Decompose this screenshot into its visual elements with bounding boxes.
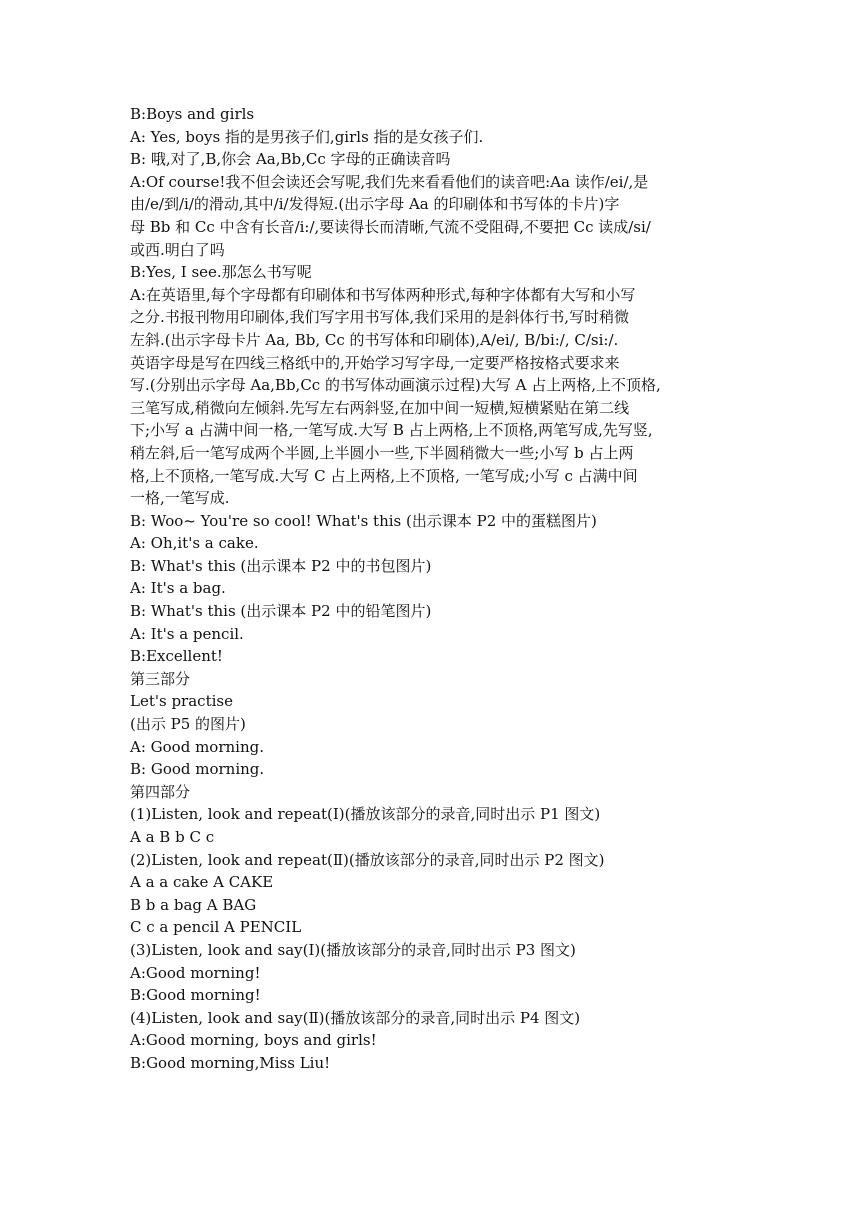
- text-line: A: It's a pencil.: [130, 624, 244, 643]
- text-line: B:Good morning!: [130, 986, 261, 1005]
- text-line: (4)Listen, look and say(Ⅱ)(播放该部分的录音,同时出示 P4 图文): [130, 1008, 581, 1027]
- text-line: B: Good morning.: [130, 760, 265, 779]
- text-line: A:Good morning!: [130, 963, 261, 982]
- text-line: 格,上不顶格,一笔写成.大写 C 占上两格,上不顶格, 一笔写成;小写 c 占满中间: [130, 466, 638, 485]
- text-line: 由/e/到/i/的滑动,其中/i/发得短.(出示字母 Aa 的印刷体和书写体的卡片)字: [130, 195, 620, 214]
- text-line: B: What's this (出示课本 P2 中的书包图片): [130, 556, 432, 575]
- text-line: (3)Listen, look and say(Ⅰ)(播放该部分的录音,同时出示 P3 图文): [130, 940, 576, 959]
- text-line: A: Yes, boys 指的是男孩子们,girls 指的是女孩子们.: [130, 127, 484, 146]
- text-line: (出示 P5 的图片): [130, 715, 246, 734]
- text-line: A:Good morning, boys and girls!: [130, 1031, 377, 1050]
- text-line: Let's practise: [130, 692, 233, 711]
- text-line: B: 哦,对了,B,你会 Aa,Bb,Cc 字母的正确读音吗: [130, 150, 451, 169]
- text-line: B b a bag A BAG: [130, 895, 257, 914]
- text-line: 或西.明白了吗: [130, 240, 225, 259]
- text-line: 之分.书报刊物用印刷体,我们写字用书写体,我们采用的是斜体行书,写时稍微: [130, 308, 630, 327]
- text-line: 一格,一笔写成.: [130, 489, 230, 508]
- section-heading: 第四部分: [130, 782, 191, 801]
- text-line: 写.(分别出示字母 Aa,Bb,Cc 的书写体动画演示过程)大写 A 占上两格,上不顶格,: [130, 376, 661, 395]
- text-line: (2)Listen, look and repeat(Ⅱ)(播放该部分的录音,同时出示 P2 图文): [130, 850, 605, 869]
- text-line: A: Oh,it's a cake.: [130, 534, 259, 553]
- text-line: A: Good morning.: [130, 737, 264, 756]
- text-line: 稍左斜,后一笔写成两个半圆,上半圆小一些,下半圆稍微大一些;小写 b 占上两: [130, 443, 634, 462]
- text-line: (1)Listen, look and repeat(Ⅰ)(播放该部分的录音,同时出示 P1 图文): [130, 805, 601, 824]
- text-line: 母 Bb 和 Cc 中含有长音/i:/,要读得长而清晰,气流不受阻碍,不要把 Cc 读成/si/: [130, 217, 651, 236]
- document-body: [130, 103, 740, 1075]
- text-line: A a a cake A CAKE: [130, 873, 274, 892]
- text-line: 下;小写 a 占满中间一格,一笔写成.大写 B 占上两格,上不顶格,两笔写成,先写竖,: [130, 421, 653, 440]
- text-line: B:Yes, I see.那怎么书写呢: [130, 263, 312, 282]
- text-line: 左斜.(出示字母卡片 Aa, Bb, Cc 的书写体和印刷体),A/ei/, B/bi:/, C/si:/.: [130, 330, 619, 349]
- text-line: B:Good morning,Miss Liu!: [130, 1053, 331, 1072]
- text-line: A: It's a bag.: [130, 579, 226, 598]
- text-line: C c a pencil A PENCIL: [130, 918, 302, 937]
- text-line: A:在英语里,每个字母都有印刷体和书写体两种形式,每种字体都有大写和小写: [130, 285, 636, 304]
- text-line: 三笔写成,稍微向左倾斜.先写左右两斜竖,在加中间一短横,短横紧贴在第二线: [130, 398, 630, 417]
- text-line: B:Boys and girls: [130, 105, 255, 123]
- text-line: A:Of course!我不但会读还会写呢,我们先来看看他们的读音吧:Aa 读作/ei/,是: [130, 172, 649, 191]
- text-line: B:Excellent!: [130, 647, 223, 666]
- text-line: 英语字母是写在四线三格纸中的,开始学习写字母,一定要严格按格式要求来: [130, 353, 620, 372]
- text-line: A a B b C c: [130, 828, 215, 846]
- text-line: B: What's this (出示课本 P2 中的铅笔图片): [130, 602, 432, 621]
- text-line: B: Woo~ You're so cool! What's this (出示课本 P2 中的蛋糕图片): [130, 511, 597, 530]
- section-heading: 第三部分: [130, 669, 191, 688]
